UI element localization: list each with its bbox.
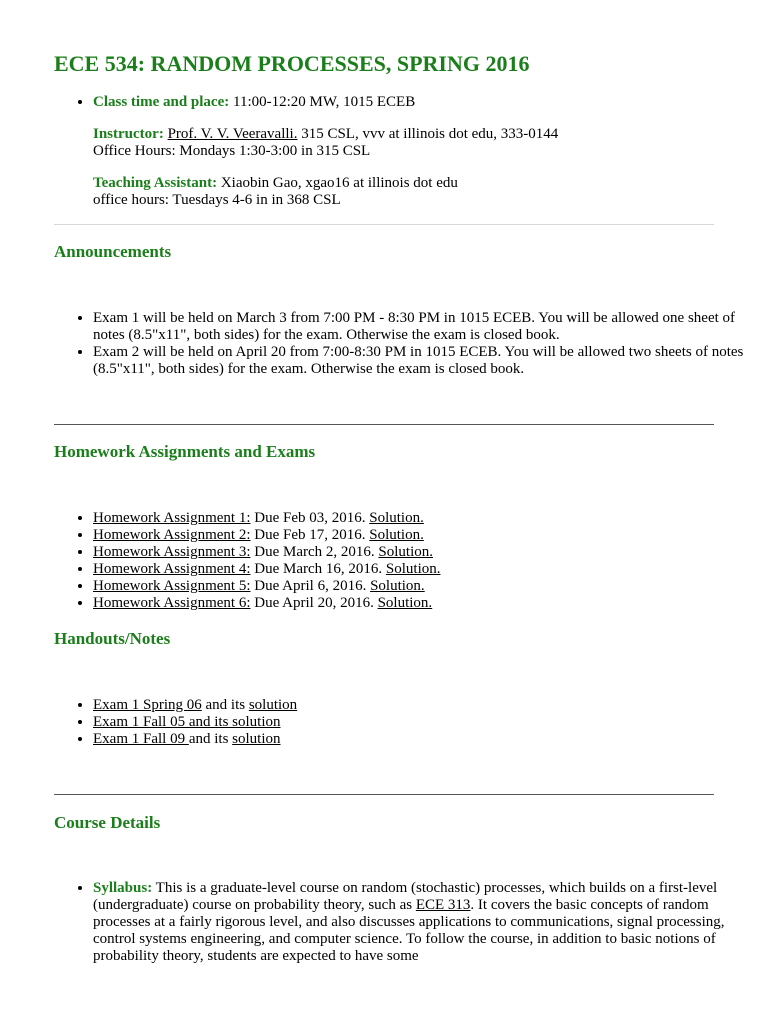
solution-link[interactable]: solution [232, 731, 281, 747]
class-time-label: Class time and place: [93, 94, 230, 110]
handout-link[interactable]: Exam 1 Spring 06 [93, 697, 202, 713]
solution-link[interactable]: solution [248, 697, 298, 713]
course-details-heading: Course Details [54, 813, 161, 832]
instructor-office-hours: Office Hours: Mondays 1:30-3:00 in 315 CSL [93, 143, 371, 159]
solution-link[interactable]: Solution. [377, 595, 433, 611]
announcements-heading: Announcements [54, 242, 172, 261]
handout-text: and its [201, 697, 249, 713]
due-date: Due March 2, 2016. [250, 544, 379, 560]
list-item [93, 578, 753, 595]
syllabus-text-cont: . It covers the basic concepts of random processes at a fairly rigorous level, and also discusses applications to communications, signal processing, control systems engineering, and computer science. To follow the course, in addition to basic notions of probability theory, students are expected to have some [93, 897, 725, 964]
syllabus-label: Syllabus: [93, 880, 153, 896]
list-item [93, 544, 753, 561]
class-time-value: 11:00-12:20 MW, 1015 ECEB [233, 94, 416, 110]
ta-block [93, 175, 713, 209]
solution-link[interactable]: Solution. [378, 544, 433, 560]
list-item [93, 527, 753, 544]
homework-link[interactable]: Homework Assignment 6: [93, 595, 251, 611]
homework-link[interactable]: Homework Assignment 5: [93, 578, 251, 594]
handout-link[interactable]: Exam 1 Fall 05 and its solution [93, 714, 281, 730]
solution-link[interactable]: Solution. [385, 561, 441, 577]
homework-link[interactable]: Homework Assignment 4: [93, 561, 251, 577]
due-date: Due March 16, 2016. [250, 561, 386, 577]
due-date: Due April 20, 2016. [250, 595, 378, 611]
ta-contact: Xiaobin Gao, xgao16 at illinois dot edu [217, 175, 458, 191]
homework-heading: Homework Assignments and Exams [54, 442, 316, 461]
list-item [93, 510, 753, 527]
instructor-block [93, 126, 713, 160]
class-time-item [93, 94, 753, 111]
instructor-label: Instructor: [93, 126, 164, 142]
announcements-list [54, 310, 753, 378]
instructor-link[interactable]: Prof. V. V. Veeravalli. [167, 126, 298, 142]
homework-link[interactable]: Homework Assignment 3: [93, 544, 251, 560]
homework-link[interactable]: Homework Assignment 2: [93, 527, 251, 543]
announcement-item: • Exam 1 will be held on March 3 from 7:00 PM - 8:30 PM in 1015 ECEB. You will be allowed one sheet of notes (8.5"x11", both sides) for the exam. Otherwise the exam is closed book. [93, 310, 753, 344]
list-item [93, 697, 753, 714]
handout-link[interactable]: Exam 1 Fall 09 [93, 731, 189, 747]
ta-label: Teaching Assistant: [93, 175, 218, 191]
ece313-link[interactable]: ECE 313 [415, 897, 471, 913]
list-item [93, 731, 753, 748]
list-item [93, 561, 753, 578]
ta-office-hours: office hours: Tuesdays 4-6 in in 368 CSL [93, 192, 341, 208]
homework-link[interactable]: Homework Assignment 1: [93, 510, 251, 526]
divider [54, 424, 714, 425]
page-title: ECE 534: RANDOM PROCESSES, SPRING 2016 [54, 51, 530, 76]
syllabus-text: This is a graduate-level course on random (stochastic) processes, which builds on a first-level (undergraduate) course on probability theory, such as [93, 880, 718, 913]
solution-link[interactable]: Solution. [369, 510, 424, 526]
divider [54, 224, 714, 225]
due-date: Due April 6, 2016. [250, 578, 371, 594]
divider [54, 794, 714, 795]
course-details-list [54, 880, 753, 965]
solution-link[interactable]: Solution. [370, 578, 425, 594]
announcement-item: • Exam 2 will be held on April 20 from 7:00-8:30 PM in 1015 ECEB. You will be allowed two sheets of notes (8.5"x11", both sides) for the exam. Otherwise the exam is closed book. [93, 344, 753, 378]
handouts-heading: Handouts/Notes [54, 629, 171, 648]
handout-text: and its [188, 731, 233, 747]
due-date: Due Feb 03, 2016. [250, 510, 370, 526]
syllabus-item [93, 880, 753, 965]
due-date: Due Feb 17, 2016. [250, 527, 370, 543]
list-item [93, 595, 753, 612]
instructor-contact: 315 CSL, vvv at illinois dot edu, 333-0144 [297, 126, 559, 142]
handouts-list [54, 697, 753, 748]
course-info-list [54, 94, 753, 111]
list-item [93, 714, 753, 731]
homework-list [54, 510, 753, 612]
solution-link[interactable]: Solution. [369, 527, 424, 543]
